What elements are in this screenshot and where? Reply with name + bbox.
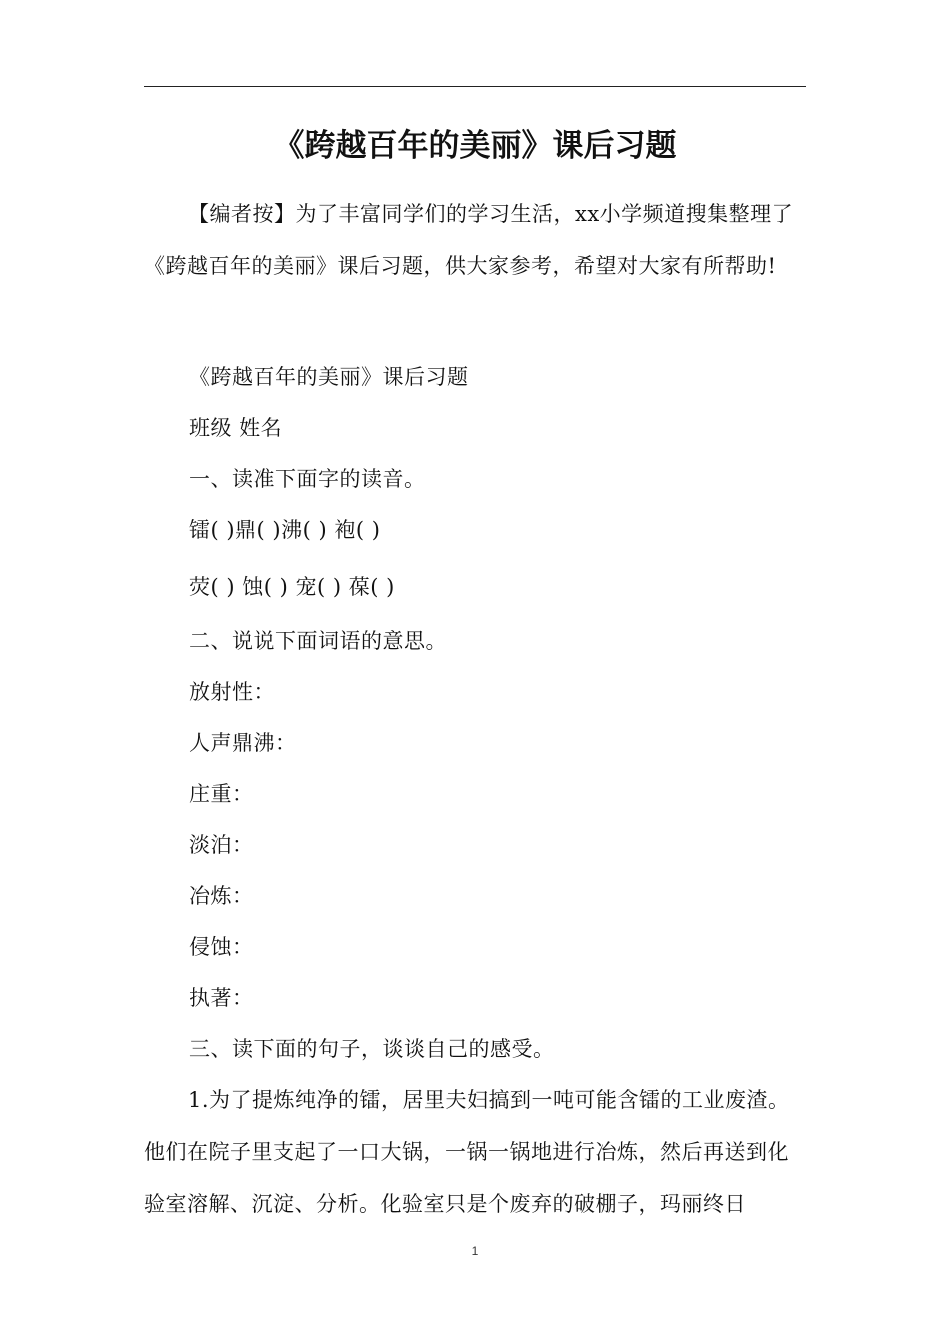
vocab-item: 侵蚀：: [189, 935, 254, 959]
pronunciation-row-1: 镭( )鼎( )沸( ) 袍( ): [189, 518, 381, 542]
pronunciation-row-2: 荧( ) 蚀( ) 宠( ) 葆( ): [189, 575, 395, 599]
vocab-item: 冶炼：: [189, 884, 254, 908]
section-2-heading: 二、说说下面词语的意思。: [189, 629, 447, 653]
vocab-item: 淡泊：: [189, 833, 254, 857]
vocab-item: 放射性：: [189, 680, 275, 704]
section-1-heading: 一、读准下面字的读音。: [189, 467, 426, 491]
class-name-line: 班级 姓名: [189, 416, 283, 440]
header-rule: [144, 86, 806, 87]
editor-note-paragraph: 【编者按】为了丰富同学们的学习生活，xx小学频道搜集整理了《跨越百年的美丽》课后习题，供大家参考，希望对大家有所帮助!: [144, 202, 794, 278]
vocab-item: 执著：: [189, 986, 254, 1010]
vocab-item: 庄重：: [189, 782, 254, 806]
document-title: 《跨越百年的美丽》课后习题: [273, 128, 677, 164]
subtitle-line: 《跨越百年的美丽》课后习题: [189, 365, 469, 389]
vocab-item: 人声鼎沸：: [189, 731, 297, 755]
sentence-paragraph: 1.为了提炼纯净的镭，居里夫妇搞到一吨可能含镭的工业废渣。他们在院子里支起了一口大锅，一锅一锅地进行冶炼，然后再送到化验室溶解、沉淀、分析。化验室只是个废弃的破棚子，玛丽终日: [144, 1088, 790, 1216]
section-3-heading: 三、读下面的句子，谈谈自己的感受。: [189, 1037, 555, 1061]
page-number: 1: [471, 1244, 479, 1258]
